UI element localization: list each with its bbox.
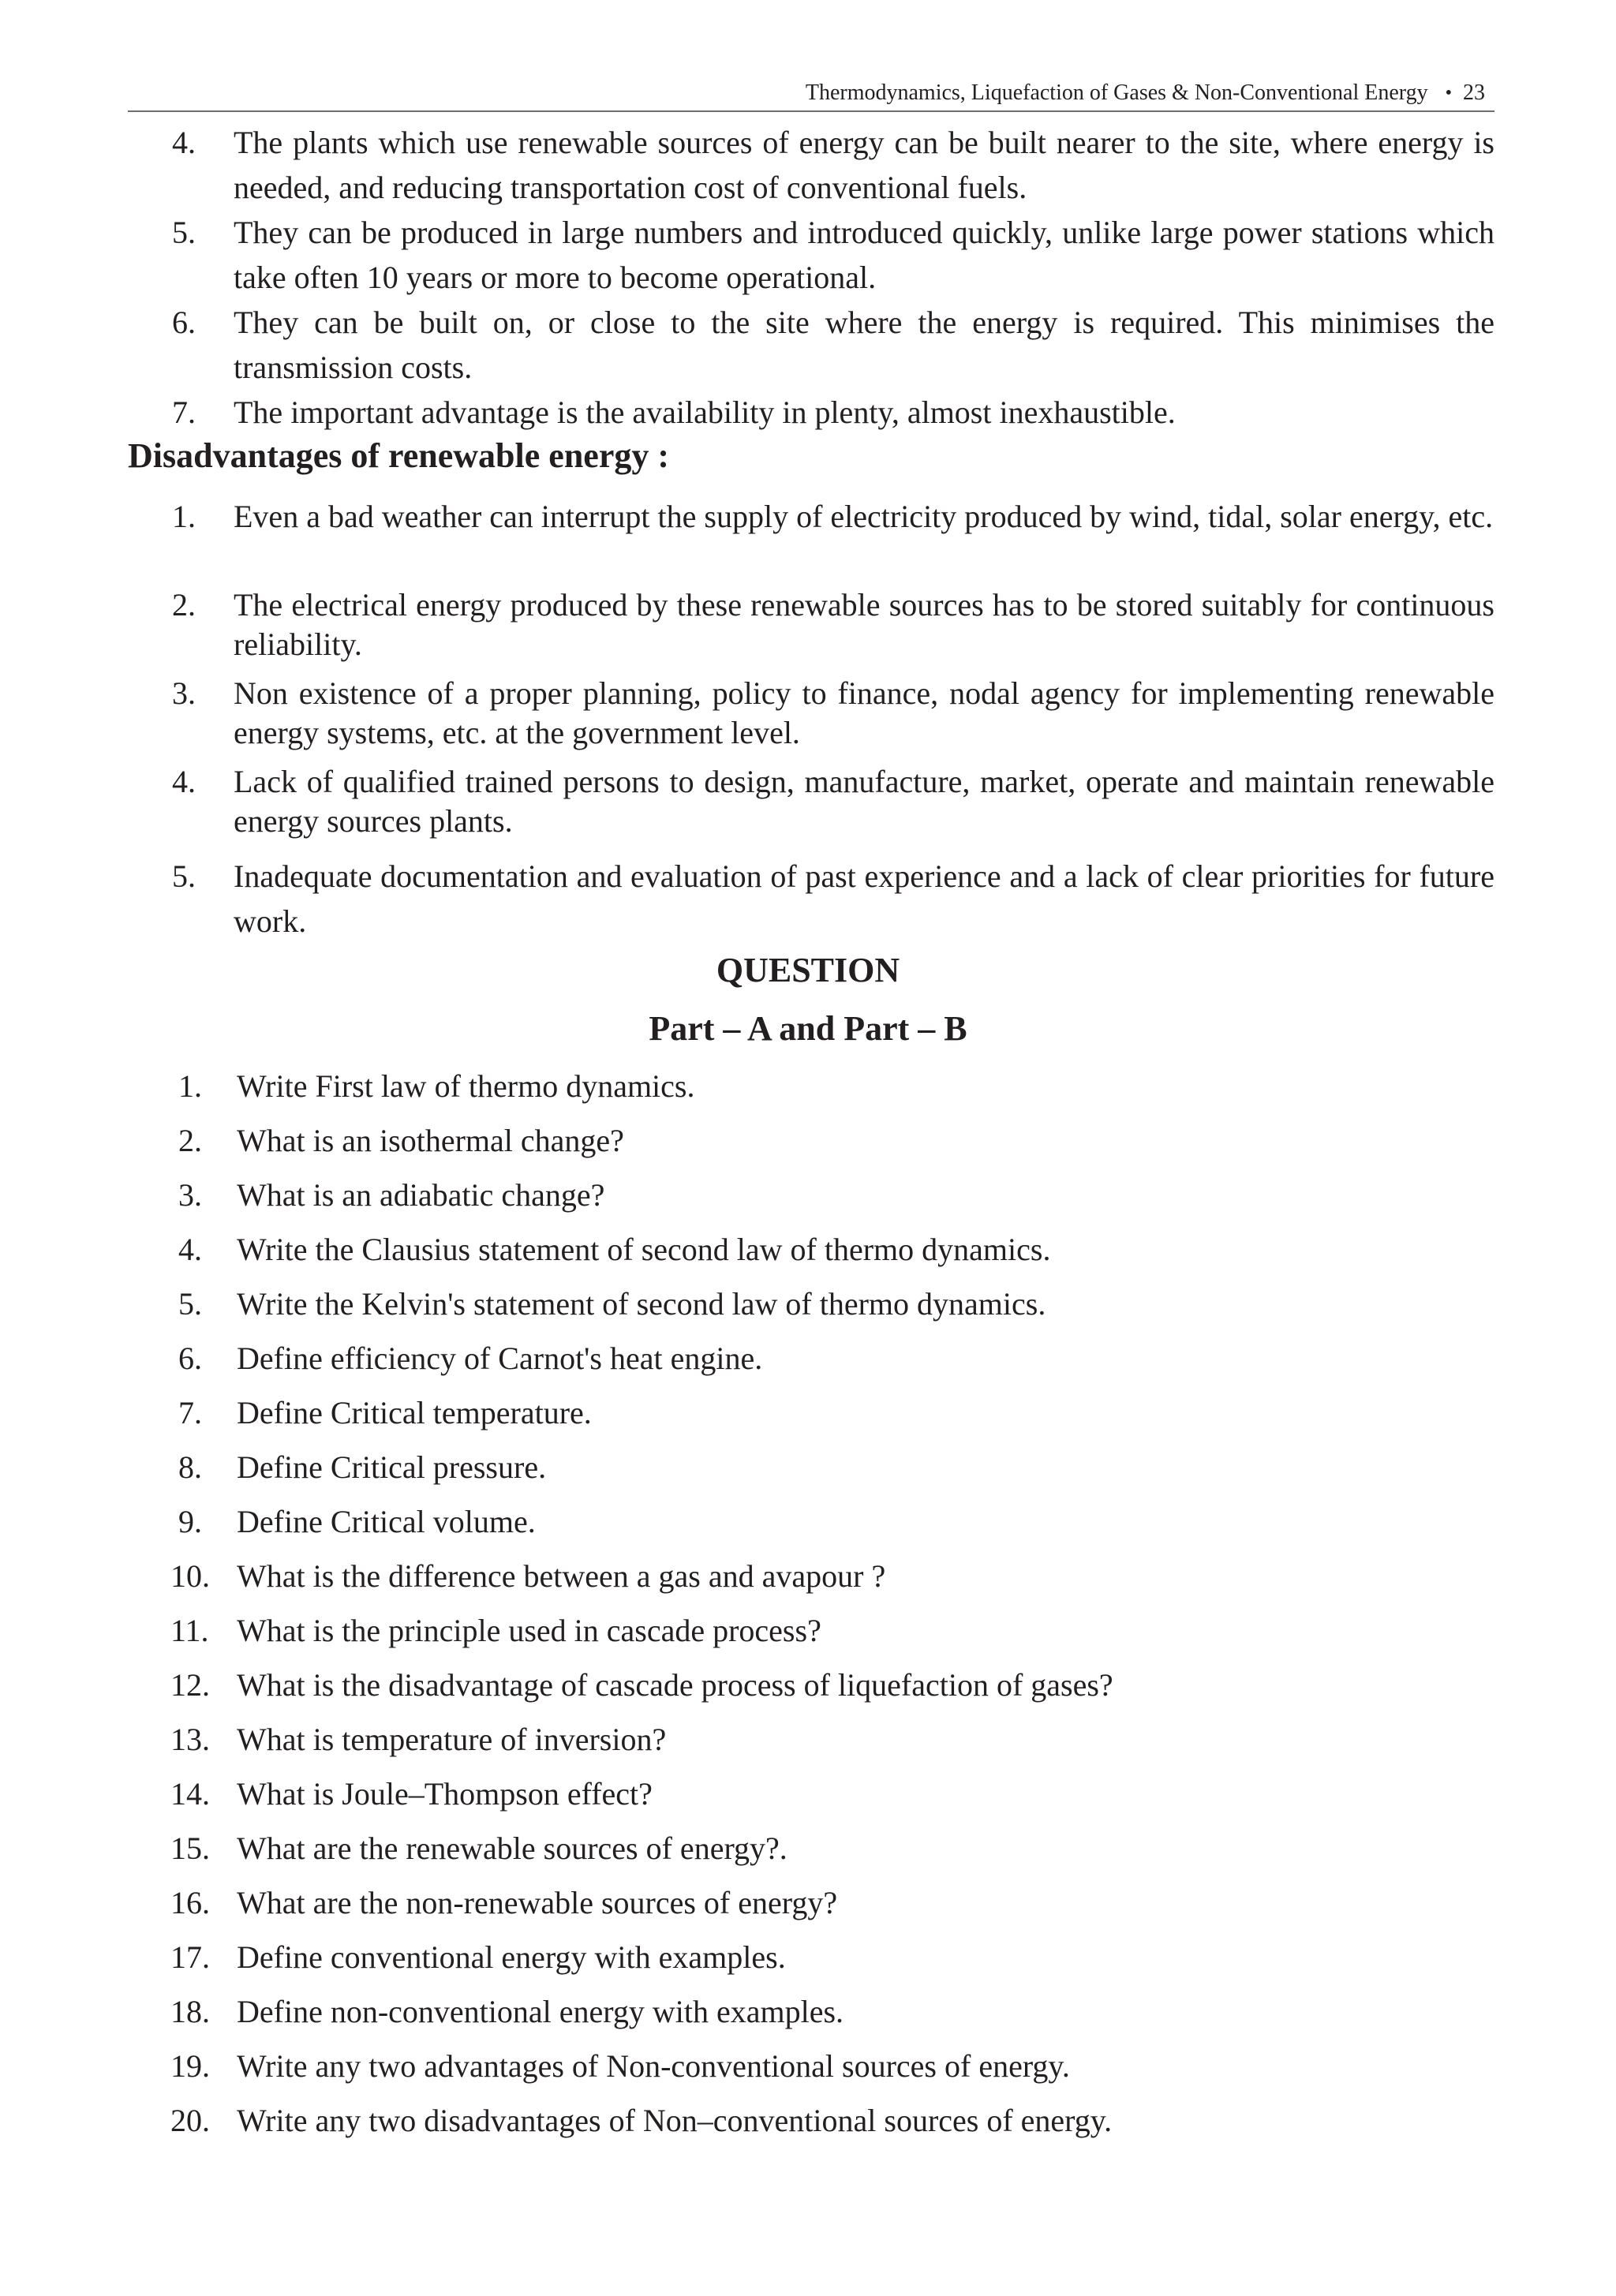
question-number: 20.: [170, 2103, 210, 2138]
question-text: What is the disadvantage of cascade process of liquefaction of gases?: [237, 1667, 1113, 1703]
question-subheading: Part – A and Part – B: [649, 1009, 967, 1048]
item-text: They can be built on, or close to the site where the energy is required. This minimises the transmission costs.: [234, 305, 1494, 385]
item-text: Inadequate documentation and evaluation of past experience and a lack of clear priorities for future work.: [234, 858, 1494, 939]
question-text: Write any two advantages of Non-conventional sources of energy.: [237, 2048, 1070, 2084]
question-number: 7.: [178, 1395, 202, 1430]
item-text: Even a bad weather can interrupt the supply of electricity produced by wind, tidal, solar energy, etc.: [234, 499, 1494, 534]
question-text: What is an isothermal change?: [237, 1123, 624, 1158]
question-text: Write any two disadvantages of Non–conventional sources of energy.: [237, 2103, 1113, 2138]
item-text: The electrical energy produced by these renewable sources has to be stored suitably for continuous reliability.: [234, 587, 1494, 662]
question-text: Define Critical volume.: [237, 1504, 536, 1539]
question-number: 18.: [170, 1994, 210, 2029]
question-text: Define efficiency of Carnot's heat engine.: [237, 1341, 763, 1376]
item-number: 4.: [172, 764, 196, 799]
item-number: 7.: [172, 395, 196, 430]
question-number: 14.: [170, 1776, 210, 1812]
item-number: 3.: [172, 675, 196, 711]
question-text: Write First law of thermo dynamics.: [237, 1068, 695, 1104]
question-text: Write the Clausius statement of second law of thermo dynamics.: [237, 1232, 1051, 1267]
question-text: What is the difference between a gas and avapour ?: [237, 1558, 886, 1594]
question-number: 17.: [170, 1939, 210, 1975]
item-number: 4.: [172, 125, 196, 160]
question-text: Define conventional energy with examples.: [237, 1939, 786, 1975]
question-text: Define Critical pressure.: [237, 1449, 547, 1485]
question-number: 13.: [170, 1722, 210, 1757]
page-number: 23: [1463, 80, 1485, 105]
question-number: 19.: [170, 2048, 210, 2084]
header-separator: •: [1445, 83, 1452, 103]
question-number: 5.: [178, 1286, 202, 1322]
question-heading: QUESTION: [716, 951, 900, 989]
question-text: Define non-conventional energy with examples.: [237, 1994, 844, 2029]
question-number: 1.: [178, 1068, 202, 1104]
question-text: What is Joule–Thompson effect?: [237, 1776, 653, 1812]
item-number: 2.: [172, 587, 196, 623]
question-text: What is temperature of inversion?: [237, 1722, 667, 1757]
item-number: 1.: [172, 499, 196, 534]
item-text: Lack of qualified trained persons to design, manufacture, market, operate and maintain renewable energy sources plants.: [234, 764, 1494, 839]
question-text: What is an adiabatic change?: [237, 1177, 605, 1213]
item-number: 6.: [172, 305, 196, 340]
question-number: 11.: [170, 1613, 209, 1648]
question-text: What are the renewable sources of energy?.: [237, 1830, 787, 1866]
question-text: Write the Kelvin's statement of second law of thermo dynamics.: [237, 1286, 1046, 1322]
item-text: Non existence of a proper planning, policy to finance, nodal agency for implementing renewable energy systems, etc. at the government level.: [234, 675, 1494, 750]
question-number: 3.: [178, 1177, 202, 1213]
question-number: 10.: [170, 1558, 210, 1594]
question-number: 2.: [178, 1123, 202, 1158]
item-text: The plants which use renewable sources of energy can be built nearer to the site, where energy is needed, and reducing transportation cost of conventional fuels.: [234, 125, 1494, 205]
question-number: 8.: [178, 1449, 202, 1485]
question-number: 16.: [170, 1885, 210, 1920]
question-text: What is the principle used in cascade process?: [237, 1613, 821, 1648]
question-text: What are the non-renewable sources of energy?: [237, 1885, 838, 1920]
question-number: 12.: [170, 1667, 210, 1703]
item-text: The important advantage is the availability in plenty, almost inexhaustible.: [234, 395, 1176, 430]
item-number: 5.: [172, 858, 196, 894]
disadvantages-heading: Disadvantages of renewable energy :: [128, 436, 669, 475]
question-number: 4.: [178, 1232, 202, 1267]
question-number: 15.: [170, 1830, 210, 1866]
running-title: Thermodynamics, Liquefaction of Gases & Non-Conventional Energy: [805, 80, 1428, 105]
running-header: [128, 76, 1494, 112]
item-number: 5.: [172, 215, 196, 250]
question-text: Define Critical temperature.: [237, 1395, 592, 1430]
question-number: 9.: [178, 1504, 202, 1539]
item-text: They can be produced in large numbers and introduced quickly, unlike large power stations which take often 10 years or more to become operational.: [234, 215, 1494, 295]
question-number: 6.: [178, 1341, 202, 1376]
